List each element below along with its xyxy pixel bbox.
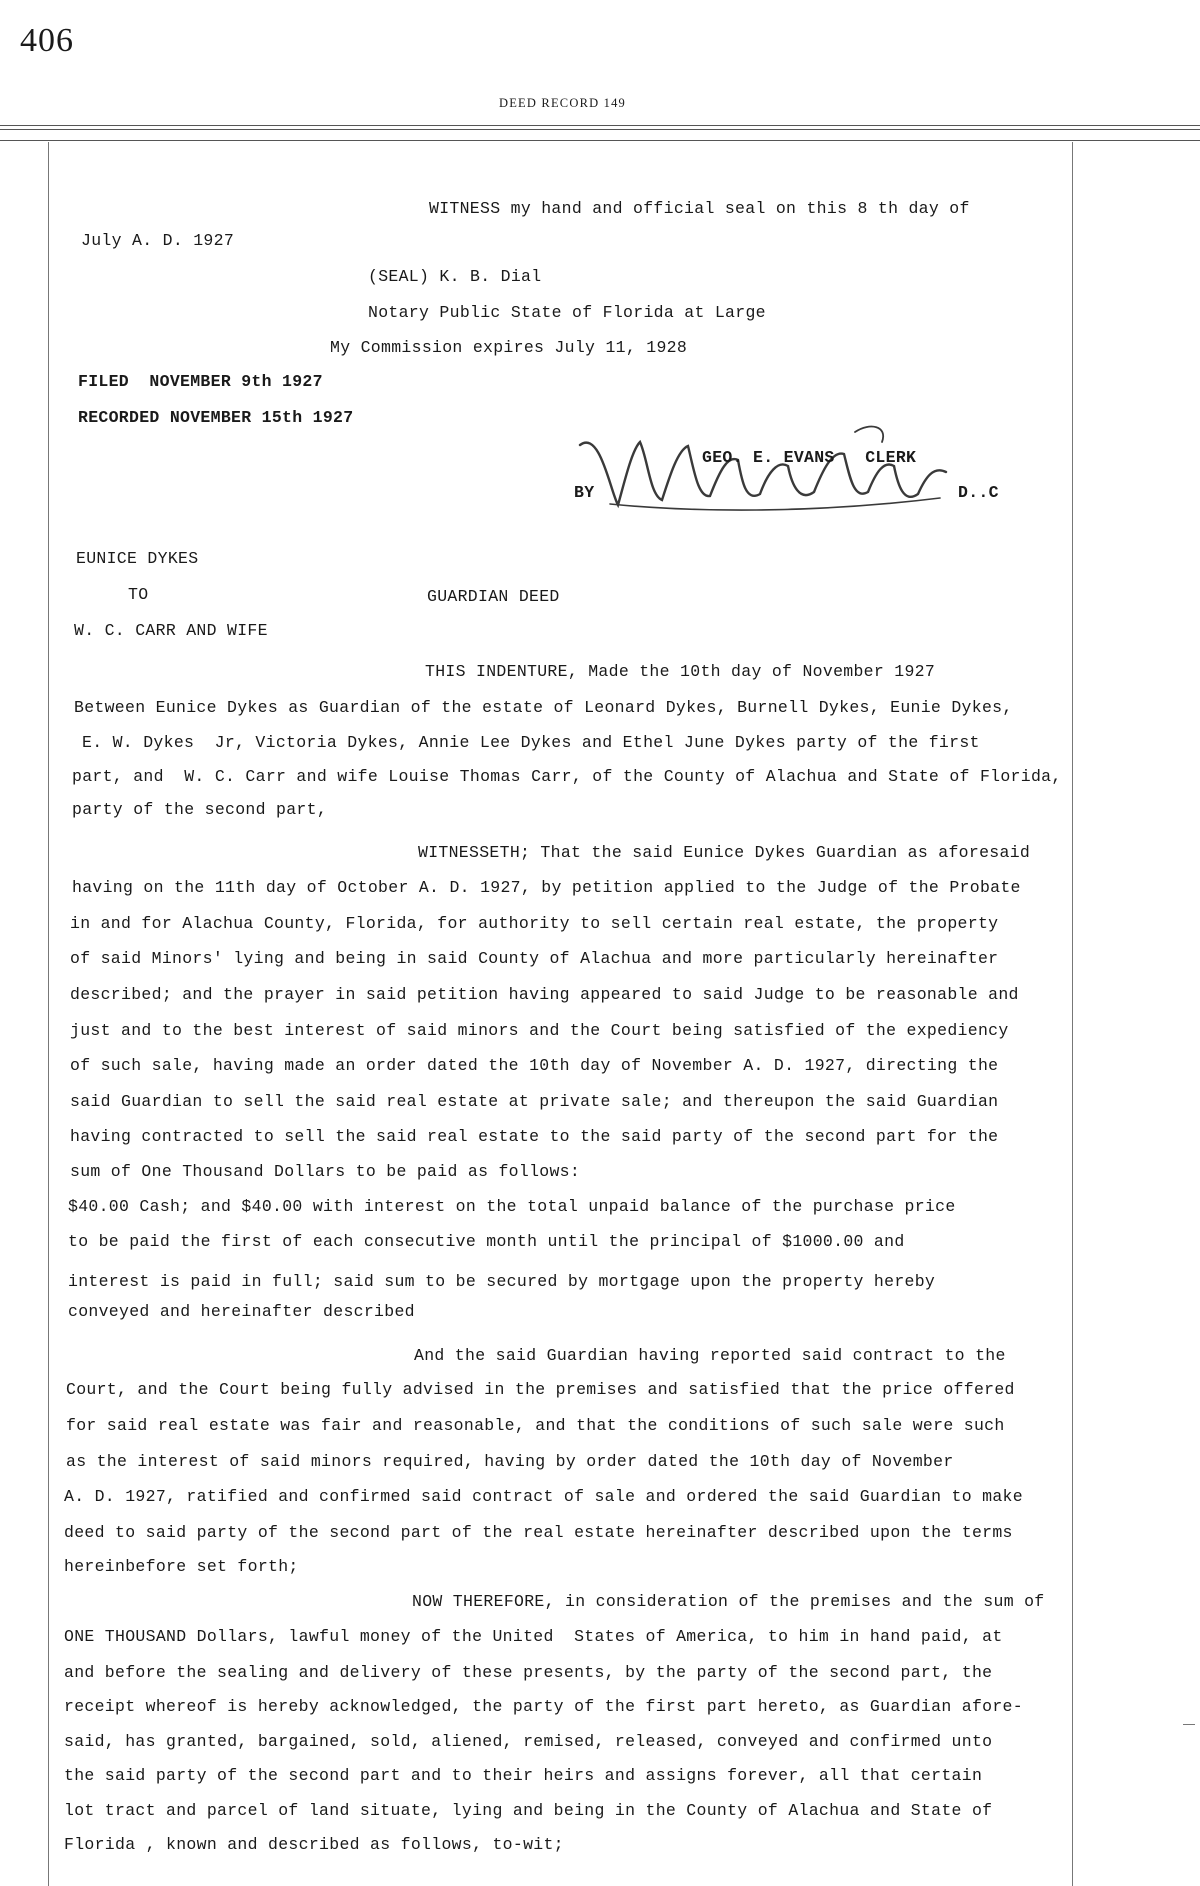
- body-line: hereinbefore set forth;: [64, 1557, 299, 1576]
- margin-mark: [1183, 1724, 1195, 1725]
- body-line: interest is paid in full; said sum to be secured by mortgage upon the property hereby: [68, 1272, 936, 1291]
- deed-type: GUARDIAN DEED: [427, 587, 560, 606]
- body-line: NOW THEREFORE, in consideration of the premises and the sum of: [412, 1592, 1045, 1611]
- body-line: said, has granted, bargained, sold, aliened, remised, released, conveyed and confirmed unto: [64, 1732, 993, 1751]
- notary-commission: My Commission expires July 11, 1928: [330, 338, 688, 357]
- notary-title: Notary Public State of Florida at Large: [368, 303, 766, 322]
- body-line: just and to the best interest of said minors and the Court being satisfied of the expediency: [70, 1021, 1009, 1040]
- right-margin-rule: [1072, 142, 1073, 1886]
- header-rule-bottom: [0, 140, 1200, 141]
- by-label: BY: [574, 483, 595, 502]
- clerk-signature: [570, 420, 960, 530]
- body-line: sum of One Thousand Dollars to be paid as follows:: [70, 1162, 581, 1181]
- body-line: said Guardian to sell the said real estate at private sale; and thereupon the said Guardian: [70, 1092, 999, 1111]
- body-line: of said Minors' lying and being in said County of Alachua and more particularly hereinafter: [70, 949, 999, 968]
- body-line: part, and W. C. Carr and wife Louise Thomas Carr, of the County of Alachua and State of Florida,: [72, 767, 1062, 786]
- body-line: to be paid the first of each consecutive month until the principal of $1000.00 and: [68, 1232, 905, 1251]
- body-line: And the said Guardian having reported said contract to the: [414, 1346, 1006, 1365]
- party-to: TO: [128, 585, 149, 604]
- witness-line: WITNESS my hand and official seal on this 8 th day of: [429, 199, 970, 218]
- body-line: and before the sealing and delivery of these presents, by the party of the second part, the: [64, 1663, 993, 1682]
- body-line: for said real estate was fair and reasonable, and that the conditions of such sale were such: [66, 1416, 1005, 1435]
- body-line: described; and the prayer in said petition having appeared to said Judge to be reasonable and: [70, 985, 1019, 1004]
- body-line: having contracted to sell the said real estate to the said party of the second part for the: [70, 1127, 999, 1146]
- left-margin-rule: [48, 142, 49, 1886]
- body-line: receipt whereof is hereby acknowledged, the party of the first part hereto, as Guardian afore-: [64, 1697, 1023, 1716]
- body-line: Florida , known and described as follows, to-wit;: [64, 1835, 564, 1854]
- header-rule-top: [0, 125, 1200, 126]
- body-line: Court, and the Court being fully advised in the premises and satisfied that the price offered: [66, 1380, 1015, 1399]
- body-line: Between Eunice Dykes as Guardian of the estate of Leonard Dykes, Burnell Dykes, Eunie Dykes,: [74, 698, 1013, 717]
- deputy-clerk-label: D..C: [958, 483, 999, 502]
- header-rule-middle: [0, 129, 1200, 130]
- filed-date: FILED NOVEMBER 9th 1927: [78, 372, 323, 391]
- body-line: of such sale, having made an order dated the 10th day of November A. D. 1927, directing the: [70, 1056, 999, 1075]
- body-line: conveyed and hereinafter described: [68, 1302, 415, 1321]
- page-number: 406: [20, 22, 74, 59]
- body-line: deed to said party of the second part of the real estate hereinafter described upon the terms: [64, 1523, 1013, 1542]
- body-line: A. D. 1927, ratified and confirmed said contract of sale and ordered the said Guardian to make: [64, 1487, 1023, 1506]
- body-line: THIS INDENTURE, Made the 10th day of November 1927: [425, 662, 936, 681]
- body-line: the said party of the second part and to their heirs and assigns forever, all that certain: [64, 1766, 983, 1785]
- body-line: having on the 11th day of October A. D. 1927, by petition applied to the Judge of the Probate: [72, 878, 1021, 897]
- body-line: as the interest of said minors required, having by order dated the 10th day of November: [66, 1452, 954, 1471]
- clerk-name: GEO. E. EVANS CLERK: [702, 448, 917, 467]
- body-line: E. W. Dykes Jr, Victoria Dykes, Annie Lee Dykes and Ethel June Dykes party of the first: [82, 733, 980, 752]
- witness-date: July A. D. 1927: [81, 231, 235, 250]
- grantee-name: W. C. CARR AND WIFE: [74, 621, 268, 640]
- body-line: in and for Alachua County, Florida, for authority to sell certain real estate, the property: [70, 914, 999, 933]
- body-line: lot tract and parcel of land situate, lying and being in the County of Alachua and State of: [64, 1801, 993, 1820]
- record-title: DEED RECORD 149: [498, 96, 627, 110]
- recorded-date: RECORDED NOVEMBER 15th 1927: [78, 408, 354, 427]
- body-line: ONE THOUSAND Dollars, lawful money of the United States of America, to him in hand paid, at: [64, 1627, 1003, 1646]
- body-line: WITNESSETH; That the said Eunice Dykes Guardian as aforesaid: [418, 843, 1031, 862]
- body-line: $40.00 Cash; and $40.00 with interest on the total unpaid balance of the purchase price: [68, 1197, 956, 1216]
- body-line: party of the second part,: [72, 800, 328, 819]
- notary-seal-line: (SEAL) K. B. Dial: [368, 267, 542, 286]
- grantor-name: EUNICE DYKES: [76, 549, 199, 568]
